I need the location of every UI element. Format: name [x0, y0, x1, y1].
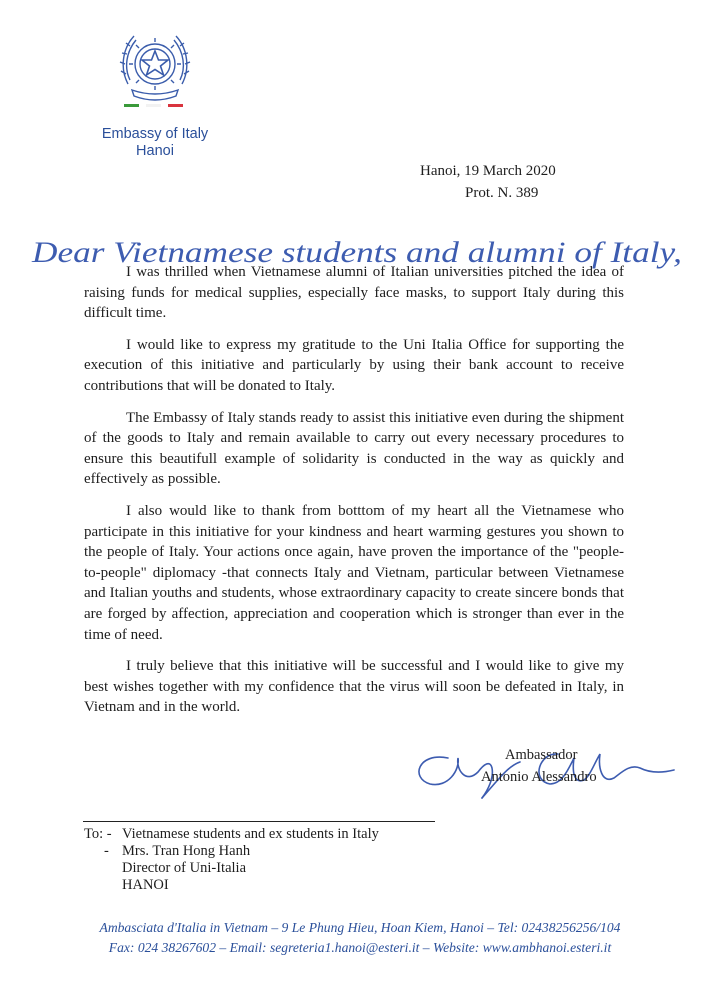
signer-name: Antonio Alessandro	[481, 769, 597, 785]
body-paragraph: The Embassy of Italy stands ready to assist this initiative even during the shipment of the goods to Italy and remain available to carry out every necessary procedures to ensure this beautifull example of solidarity is conducted in the way as quickly and effectively as possible.	[84, 409, 624, 488]
recipient-line: HANOI	[122, 877, 169, 893]
signer-title: Ambassador	[505, 747, 578, 763]
closing-block	[481, 744, 597, 788]
italian-republic-emblem-icon	[118, 24, 192, 108]
recipient-bullet: -	[104, 843, 109, 859]
footer-line-address: Ambasciata d'Italia in Vietnam – 9 Le Phung Hieu, Hoan Kiem, Hanoi – Tel: 02438256256/104	[99, 920, 621, 935]
body-paragraph: I truly believe that this initiative will be successful and I would like to give my best wishes together with my confidence that the virus will soon be defeated in Italy, in Vietnam and in the world.	[84, 658, 624, 716]
footer-address	[60, 918, 660, 958]
flag-stripe-red	[168, 104, 183, 107]
letter-body	[84, 262, 624, 729]
salutation-text: Dear Vietnamese students and alumni of Italy,	[30, 236, 683, 269]
recipient-line: Director of Uni-Italia	[122, 860, 247, 876]
flag-stripe-green	[124, 104, 139, 107]
embassy-city: Hanoi	[136, 143, 174, 159]
flag-stripe-white	[146, 104, 161, 107]
divider	[83, 821, 435, 822]
body-paragraph: I would like to express my gratitude to the Uni Italia Office for supporting the execution of this initiative and particularly by using their bank account to receive contributions that will be donated to Italy.	[84, 336, 624, 394]
to-label: To: -	[84, 826, 112, 842]
footer-line-contacts: Fax: 024 38267602 – Email: segreteria1.hanoi@esteri.it – Website: www.ambhanoi.esteri.it	[108, 940, 612, 955]
recipients-block	[84, 826, 379, 894]
body-paragraph: I also would like to thank from botttom of my heart all the Vietnamese who participate in this initiative for your kindness and heart warming gestures you shown to the people of Italy. Your actions once again, have proven the importance of the "people-to-people" diplomacy -that connects Italy and Vietnam, particular between Vietnamese and Italian youths and students, whose extraordinary capacity to create sincere bonds that are forged by affection, appreciation and cooperation which is stronger than ever in the time of need.	[84, 502, 624, 643]
body-paragraph: I was thrilled when Vietnamese alumni of Italian universities pitched the idea of raising funds for medical supplies, especially face masks, to support Italy during this difficult time.	[84, 264, 624, 322]
embassy-name: Embassy of Italy	[101, 126, 209, 142]
place-date: Hanoi, 19 March 2020	[420, 163, 556, 179]
recipient-line: Vietnamese students and ex students in Italy	[122, 826, 379, 842]
recipient-line: Mrs. Tran Hong Hanh	[122, 843, 251, 859]
dateline	[420, 160, 556, 204]
protocol-number: Prot. N. 389	[465, 185, 539, 201]
